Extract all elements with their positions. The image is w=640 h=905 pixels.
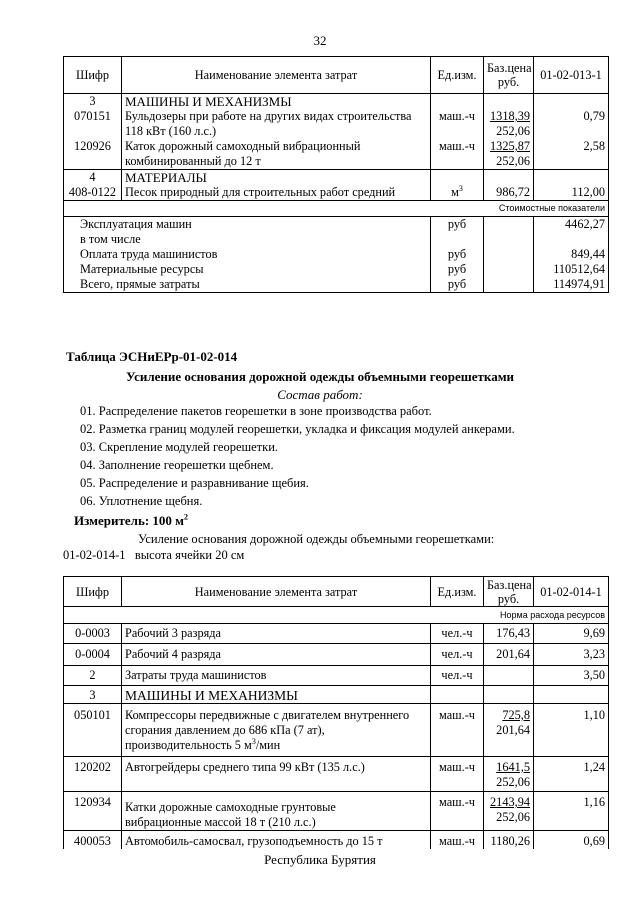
header-unit: Ед.изм. [431, 57, 484, 94]
section-row: 2 Затраты труда машинистов чел.-ч 3,50 [64, 666, 609, 686]
section-row: 3 МАШИНЫ И МЕХАНИЗМЫ [64, 94, 609, 110]
table-row: 120202 Автогрейдеры среднего типа 99 кВт (135 л.с.) маш.-ч 1641,5 252,06 1,24 [64, 757, 609, 792]
header-norm-code: 01-02-014-1 [534, 577, 609, 607]
work-item: 03. Скрепление модулей георешетки. [80, 440, 279, 454]
header-name: Наименование элемента затрат [122, 57, 431, 94]
summary-row: Оплата труда машинистов руб 849,44 [64, 247, 609, 262]
header-unit: Ед.изм. [431, 577, 484, 607]
work-composition-title: Состав работ: [277, 387, 363, 402]
header-name: Наименование элемента затрат [122, 577, 431, 607]
section-row: 3 МАШИНЫ И МЕХАНИЗМЫ [64, 686, 609, 704]
table-row: 400053 Автомобиль-самосвал, грузоподъемность до 15 т маш.-ч 1180,26 0,69 [64, 831, 609, 850]
header-price: Баз.цена руб. [484, 577, 534, 607]
summary-row: Материальные ресурсы руб 110512,64 [64, 262, 609, 277]
summary-row: Всего, прямые затраты руб 114974,91 [64, 277, 609, 293]
table-title: Таблица ЭСНиЕРр-01-02-014 [66, 349, 238, 364]
work-item: 04. Заполнение георешетки щебнем. [80, 458, 274, 472]
norm-note-row: Норма расхода ресурсов [64, 607, 609, 624]
footer: Республика Бурятия [264, 852, 376, 867]
summary-row: Эксплуатация машин руб 4462,27 [64, 217, 609, 233]
work-item: 05. Распределение и разравнивание щебия. [80, 476, 309, 490]
resource-table-01-02-014 [63, 576, 609, 849]
header-code: Шифр [64, 57, 122, 94]
norm-code-line: 01-02-014-1 высота ячейки 20 см [63, 548, 245, 562]
cost-note-row: Стоимостные показатели [64, 201, 609, 217]
table-header-row [64, 57, 609, 94]
summary-row: в том числе [64, 232, 609, 247]
header-price: Баз.цена руб. [484, 57, 534, 94]
table-row: 0-0003 Рабочий 3 разряда чел.-ч 176,43 9,69 [64, 624, 609, 644]
work-item: 06. Уплотнение щебня. [80, 494, 203, 508]
table-row: 120926 Каток дорожный самоходный вибрационный комбинированный до 12 т маш.-ч 1325,87 252,06 2,58 [64, 139, 609, 170]
section-row: 4 МАТЕРИАЛЫ [64, 170, 609, 186]
table-row: 050101 Компрессоры передвижные с двигателем внутреннего сгорания давлением до 686 кПа (7 ат), производительность 5 $м^3$/мин маш.-ч 725,8 201,64 1,10 [64, 704, 609, 757]
page-number: 32 [313, 33, 327, 48]
table-row: 408-0122 Песок природный для строительных работ средний $м^3$ 986,72 112,00 [64, 185, 609, 201]
resource-table-01-02-013 [63, 56, 609, 293]
table-row: 0-0004 Рабочий 4 разряда чел.-ч 201,64 3,23 [64, 644, 609, 666]
header-norm-code: 01-02-013-1 [534, 57, 609, 94]
measure-description: Усиление основания дорожной одежды объемными георешетками: [138, 532, 495, 546]
measure-unit: Измеритель: 100 $м^2$ [74, 512, 189, 528]
section-heading: Усиление основания дорожной одежды объемными георешетками [125, 369, 515, 384]
table-row: 120934 Катки дорожные самоходные грунтовые вибрационные массой 18 т (210 л.с.) маш.-ч 2143,94 252,06 1,16 [64, 792, 609, 831]
work-item: 01. Распределение пакетов георешетки в зоне производства работ. [80, 404, 432, 418]
header-code: Шифр [64, 577, 122, 607]
table-row: 070151 Бульдозеры при работе на других видах строительства 118 кВт (160 л.с.) маш.-ч 1318,39 252,06 0,79 [64, 109, 609, 139]
table-header-row [64, 577, 609, 607]
work-item: 02. Разметка границ модулей георешетки, укладка и фиксация модулей анкерами. [80, 422, 515, 436]
